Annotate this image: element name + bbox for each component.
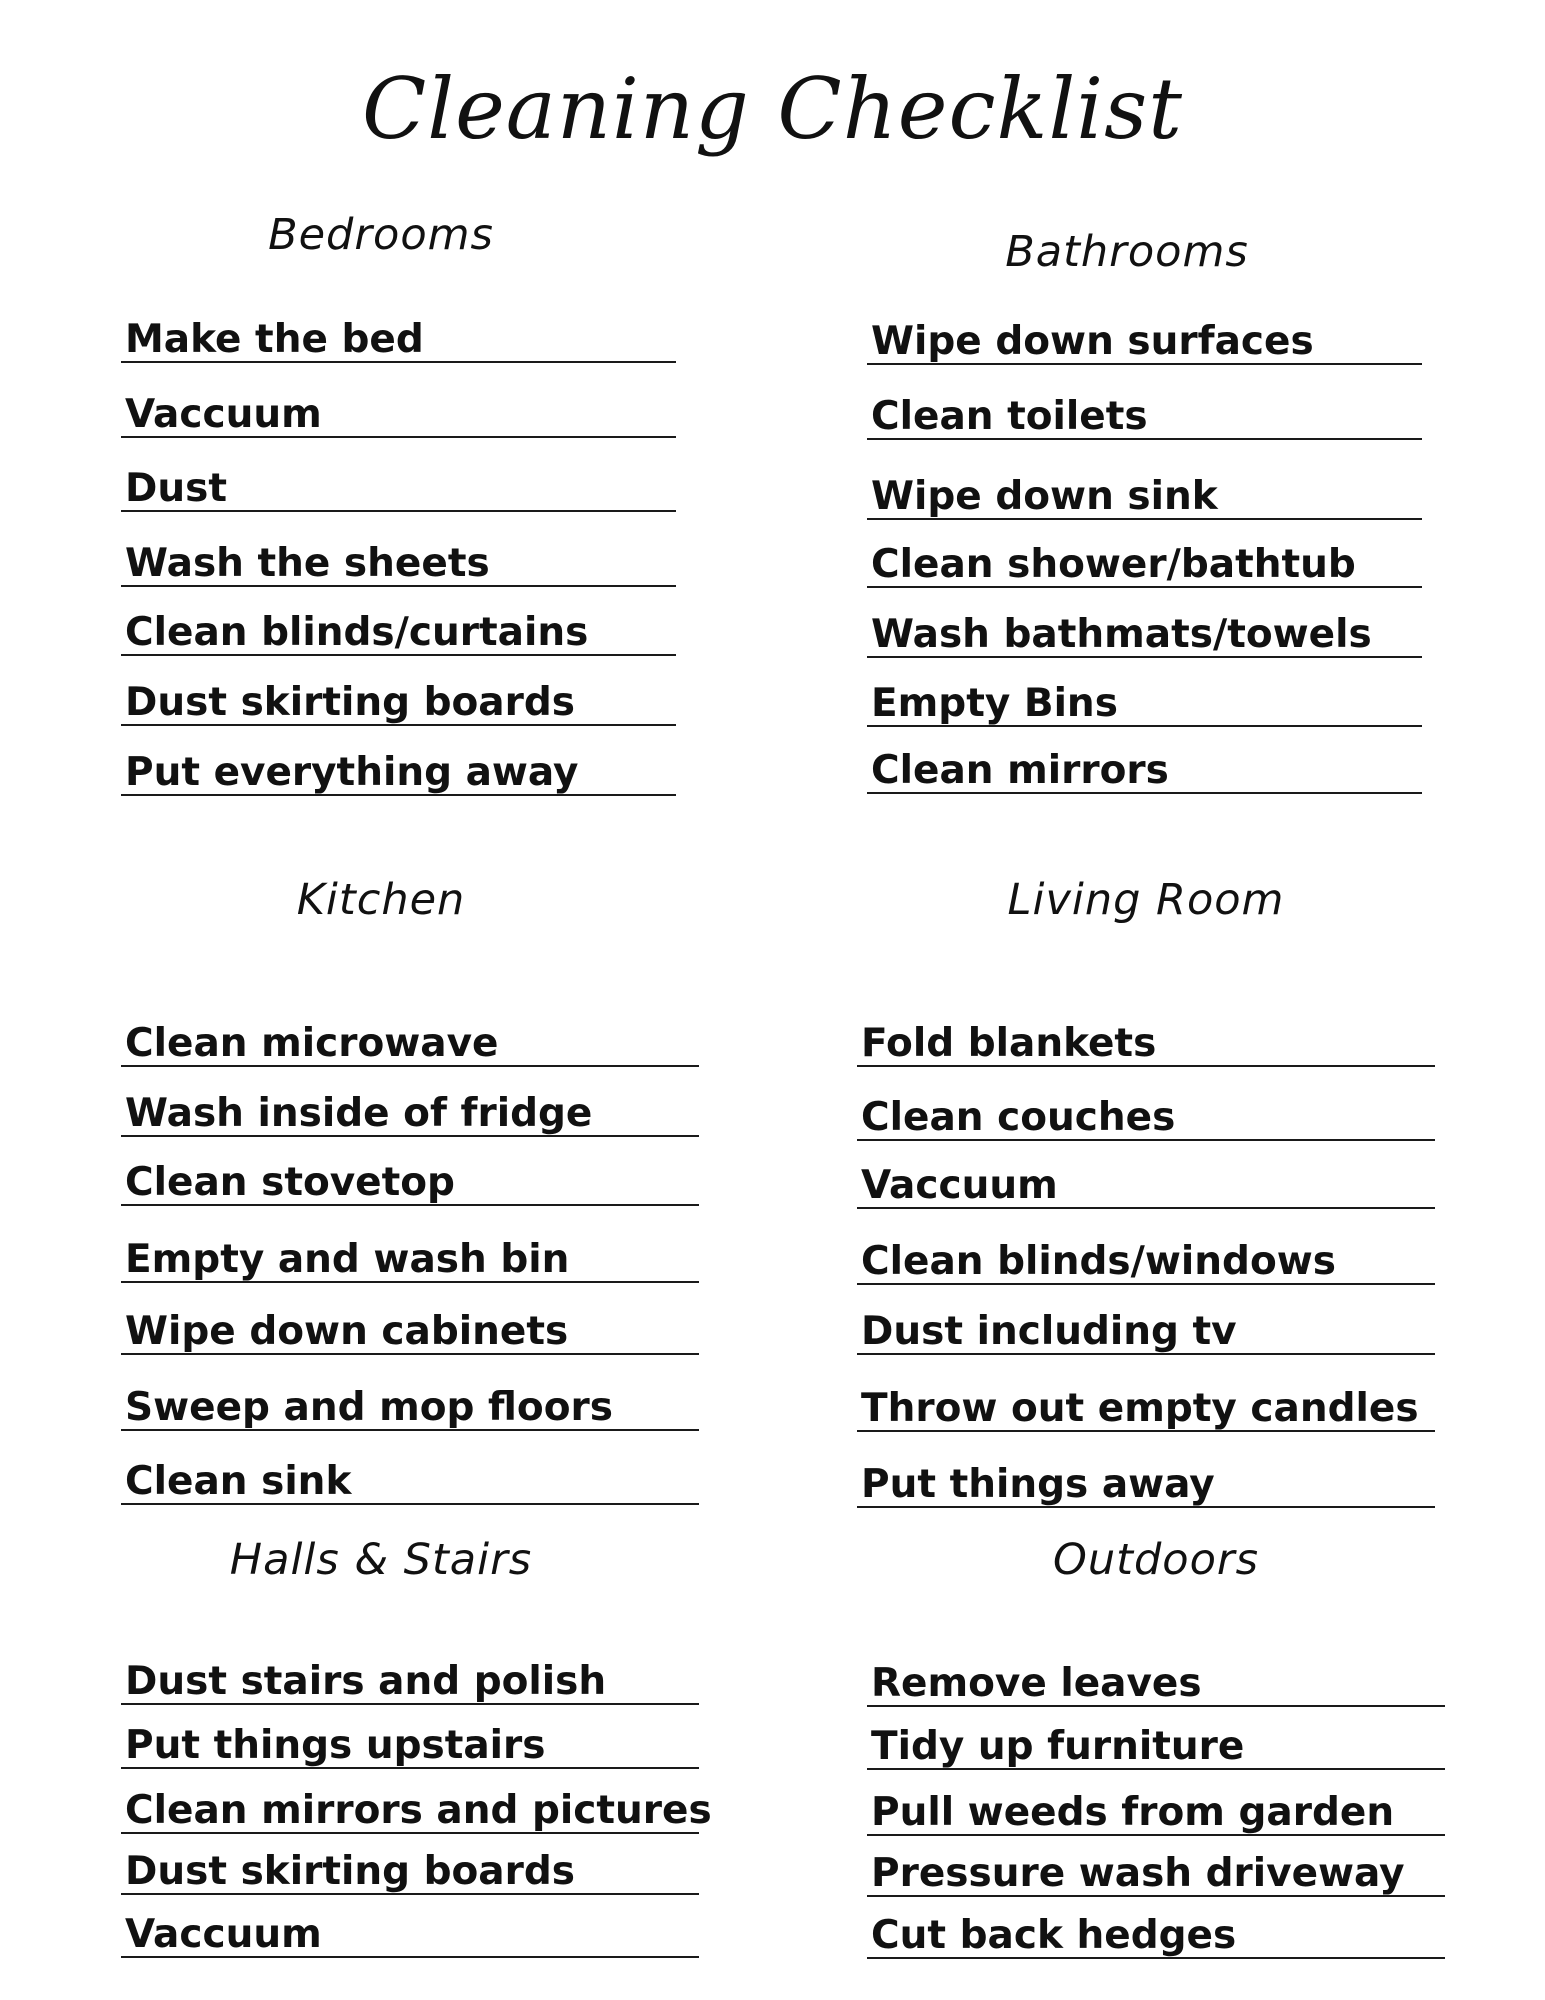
section-outdoors (867, 1530, 1445, 1958)
checklist-line[interactable] (857, 1007, 1435, 1067)
checklist-line[interactable] (121, 1709, 699, 1769)
item-label: Clean stovetop (125, 1160, 455, 1205)
checklist-line[interactable] (867, 1899, 1445, 1959)
item-label: Clean sink (125, 1459, 352, 1504)
checklist-line[interactable] (857, 1081, 1435, 1141)
checklist-line[interactable] (121, 378, 676, 438)
section-heading-bathrooms: Bathrooms (1005, 227, 1249, 277)
item-label: Dust skirting boards (125, 1849, 575, 1894)
item-label: Fold blankets (861, 1021, 1157, 1066)
checklist-line[interactable] (867, 734, 1422, 794)
item-label: Clean microwave (125, 1021, 499, 1066)
section-bedrooms (121, 205, 676, 805)
section-heading-kitchen: Kitchen (296, 875, 466, 925)
item-label: Wash inside of fridge (125, 1091, 593, 1136)
item-label: Vaccuum (861, 1163, 1058, 1208)
item-label: Put things away (861, 1462, 1215, 1507)
checklist-line[interactable] (121, 1835, 699, 1895)
item-label: Put everything away (125, 750, 579, 795)
item-label: Dust stairs and polish (125, 1659, 607, 1704)
checklist-line[interactable] (121, 1445, 699, 1505)
section-kitchen (121, 870, 699, 1504)
checklist-line[interactable] (867, 305, 1422, 365)
item-label: Wipe down cabinets (125, 1309, 569, 1354)
checklist-line[interactable] (121, 1898, 699, 1958)
item-label: Dust (125, 466, 227, 511)
section-heading-outdoors: Outdoors (1053, 1535, 1259, 1585)
checklist-line[interactable] (121, 1077, 699, 1137)
checklist-line[interactable] (121, 1007, 699, 1067)
checklist-line[interactable] (867, 460, 1422, 520)
checklist-line[interactable] (857, 1448, 1435, 1508)
item-label: Remove leaves (871, 1661, 1202, 1706)
checklist-line[interactable] (867, 528, 1422, 588)
item-label: Wipe down sink (871, 474, 1218, 519)
checklist-line[interactable] (857, 1225, 1435, 1285)
item-label: Pull weeds from garden (871, 1790, 1395, 1835)
item-label: Vaccuum (125, 1912, 322, 1957)
checklist-line[interactable] (121, 1371, 699, 1431)
section-heading-halls-stairs: Halls & Stairs (229, 1535, 533, 1585)
section-heading-bedrooms: Bedrooms (268, 210, 494, 260)
section-living-room (857, 870, 1435, 1507)
item-label: Empty Bins (871, 681, 1118, 726)
item-label: Clean mirrors and pictures (125, 1788, 712, 1833)
item-label: Tidy up furniture (871, 1724, 1245, 1769)
checklist-line[interactable] (867, 1647, 1445, 1707)
section-heading-living-room: Living Room (1007, 875, 1285, 925)
section-bathrooms (867, 205, 1422, 805)
checklist-line[interactable] (121, 1645, 699, 1705)
item-label: Clean blinds/curtains (125, 610, 589, 655)
page-title: Cleaning Checklist (361, 60, 1184, 158)
checklist-line[interactable] (867, 598, 1422, 658)
checklist-line[interactable] (121, 596, 676, 656)
item-label: Dust including tv (861, 1309, 1237, 1354)
checklist-line[interactable] (121, 303, 676, 363)
checklist-line[interactable] (867, 380, 1422, 440)
checklist-line[interactable] (857, 1149, 1435, 1209)
item-label: Put things upstairs (125, 1723, 546, 1768)
checklist-line[interactable] (867, 1710, 1445, 1770)
item-label: Wipe down surfaces (871, 319, 1314, 364)
checklist-line[interactable] (867, 1776, 1445, 1836)
checklist-line[interactable] (121, 666, 676, 726)
item-label: Clean toilets (871, 394, 1148, 439)
item-label: Clean couches (861, 1095, 1176, 1140)
checklist-line[interactable] (121, 452, 676, 512)
checklist-line[interactable] (867, 667, 1422, 727)
item-label: Clean mirrors (871, 748, 1169, 793)
item-label: Throw out empty candles (861, 1386, 1419, 1431)
item-label: Empty and wash bin (125, 1237, 570, 1282)
checklist-line[interactable] (121, 1774, 712, 1834)
checklist-line[interactable] (121, 1295, 699, 1355)
item-label: Clean shower/bathtub (871, 542, 1356, 587)
checklist-line[interactable] (857, 1295, 1435, 1355)
item-label: Sweep and mop floors (125, 1385, 613, 1430)
item-label: Cut back hedges (871, 1913, 1237, 1958)
item-label: Clean blinds/windows (861, 1239, 1337, 1284)
checklist-line[interactable] (121, 1223, 699, 1283)
item-label: Dust skirting boards (125, 680, 575, 725)
item-label: Make the bed (125, 317, 424, 362)
item-label: Wash bathmats/towels (871, 612, 1372, 657)
checklist-line[interactable] (121, 527, 676, 587)
item-label: Vaccuum (125, 392, 322, 437)
item-label: Wash the sheets (125, 541, 490, 586)
section-halls-stairs (121, 1530, 712, 1957)
checklist-line[interactable] (121, 736, 676, 796)
checklist-line[interactable] (121, 1146, 699, 1206)
checklist-line[interactable] (857, 1372, 1435, 1432)
item-label: Pressure wash driveway (871, 1851, 1405, 1896)
checklist-line[interactable] (867, 1837, 1445, 1897)
